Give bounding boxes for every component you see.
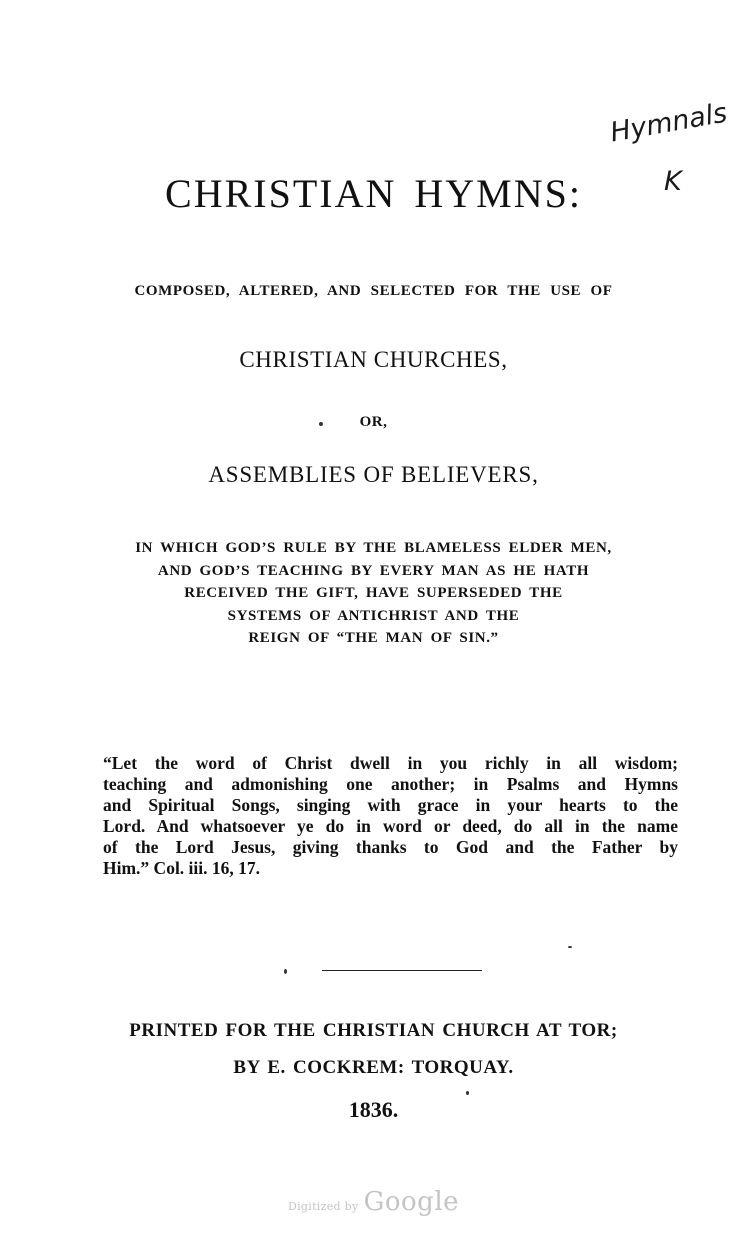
- description-block: [0, 537, 747, 650]
- description-line: AND GOD’S TEACHING BY EVERY MAN AS HE HATH: [157, 562, 590, 579]
- or-connector: OR,: [359, 414, 388, 430]
- printer-line-2: BY E. COCKREM: TORQUAY.: [233, 1057, 514, 1078]
- digitized-watermark: [0, 1187, 747, 1217]
- divider-rule: [322, 970, 482, 971]
- description-line: IN WHICH GOD’S RULE BY THE BLAMELESS ELDER MEN,: [135, 540, 612, 556]
- quote-line: of the Lord Jesus, giving thanks to God and the Father by: [103, 837, 678, 857]
- handwritten-annotation-letter: K: [664, 166, 682, 197]
- scripture-quote: [103, 753, 678, 879]
- description-line: SYSTEMS OF ANTICHRIST AND THE: [227, 607, 520, 624]
- watermark-brand: Google: [363, 1187, 460, 1217]
- title: CHRISTIAN HYMNS:: [165, 171, 582, 216]
- printer-line: PRINTED FOR THE CHRISTIAN CHURCH AT TOR;: [129, 1020, 618, 1041]
- quote-line: Him.” Col. iii. 16, 17.: [103, 858, 261, 878]
- churches-heading: CHRISTIAN CHURCHES,: [239, 347, 508, 372]
- description-line: REIGN OF “THE MAN OF SIN.”: [248, 630, 499, 646]
- publication-year: 1836.: [348, 1097, 399, 1122]
- quote-line: “Let the word of Christ dwell in you richly in all wisdom;: [103, 753, 678, 773]
- scan-speck: [284, 969, 287, 974]
- quote-line: and Spiritual Songs, singing with grace in your hearts to the: [103, 795, 678, 815]
- assemblies-heading: ASSEMBLIES OF BELIEVERS,: [208, 462, 539, 487]
- handwritten-annotation: Hymnals: [608, 97, 730, 149]
- subtitle: COMPOSED, ALTERED, AND SELECTED FOR THE USE OF: [134, 283, 613, 299]
- quote-line: teaching and admonishing one another; in Psalms and Hymns: [103, 774, 678, 794]
- quote-line: Lord. And whatsoever ye do in word or deed, do all in the name: [103, 816, 678, 836]
- scan-speck: [466, 1091, 469, 1095]
- watermark-prefix: Digitized by: [287, 1200, 359, 1213]
- scan-speck: [568, 946, 572, 948]
- scan-speck: [319, 422, 323, 426]
- description-line: RECEIVED THE GIFT, HAVE SUPERSEDED THE: [184, 585, 563, 601]
